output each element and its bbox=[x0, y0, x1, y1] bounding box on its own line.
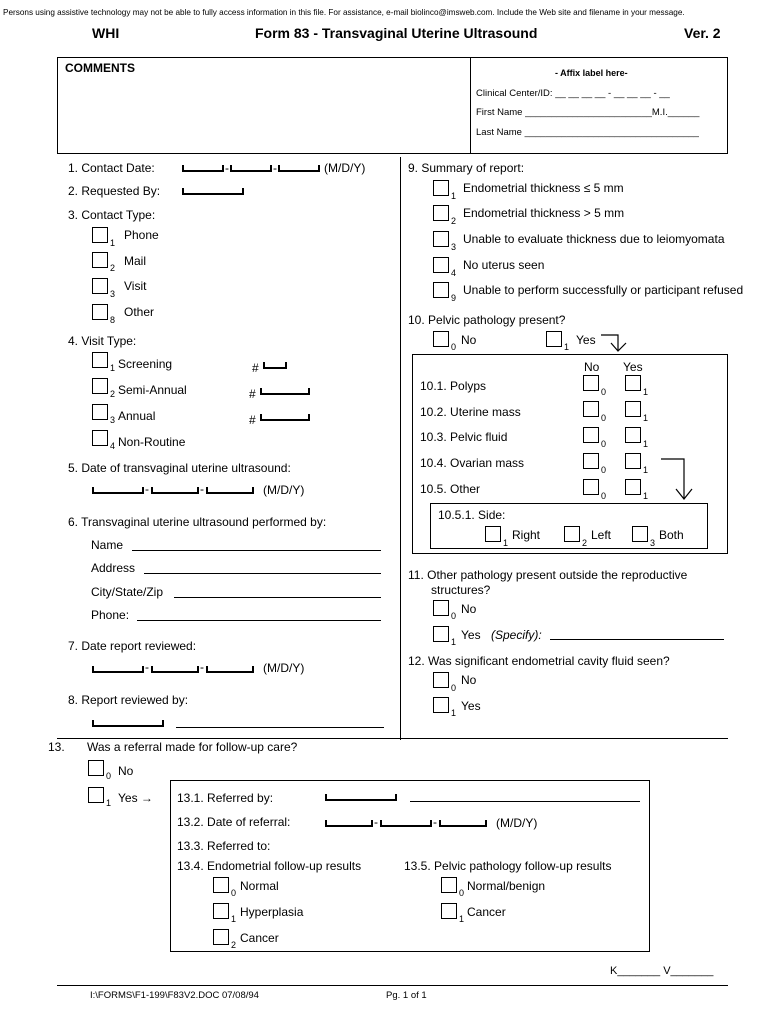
side-right-label: Right bbox=[512, 528, 541, 542]
q3-visit-label: Visit bbox=[124, 279, 147, 293]
q9-opt4-label: No uterus seen bbox=[463, 258, 545, 272]
q13-4-normal-label: Normal bbox=[240, 879, 279, 893]
q10-col-yes: Yes bbox=[623, 360, 643, 374]
q10-4-label: 10.4. Ovarian mass bbox=[420, 456, 525, 470]
q10-no-label: No bbox=[461, 333, 477, 347]
q4-screening-checkbox[interactable] bbox=[92, 352, 108, 368]
q11-label: 11. Other pathology present outside the reproductive bbox=[408, 568, 688, 582]
q13-2-label: 13.2. Date of referral: bbox=[177, 815, 291, 829]
q10-1-yes-checkbox[interactable] bbox=[625, 375, 641, 391]
q10-5-label: 10.5. Other bbox=[420, 482, 481, 496]
q9-opt9-checkbox[interactable] bbox=[433, 282, 449, 298]
q1-month-box[interactable] bbox=[182, 165, 224, 172]
q10-yes-checkbox[interactable] bbox=[546, 331, 562, 347]
file-path: I:\FORMS\F1-199\F83V2.DOC 07/08/94 bbox=[90, 990, 259, 1001]
q3-mail-label: Mail bbox=[124, 254, 147, 268]
q8-label: 8. Report reviewed by: bbox=[68, 693, 189, 707]
q3-mail-checkbox[interactable] bbox=[92, 252, 108, 268]
q5-year-box[interactable] bbox=[206, 487, 254, 494]
q7-day-box[interactable] bbox=[151, 666, 199, 673]
q5-format: (M/D/Y) bbox=[263, 483, 305, 497]
q11-specify-label: (Specify): bbox=[491, 628, 542, 642]
q6-address-input[interactable] bbox=[144, 573, 381, 574]
clinical-center-field[interactable]: Clinical Center/ID: __ __ __ __ - __ __ __ - __ bbox=[476, 88, 670, 99]
q11-specify-input[interactable] bbox=[550, 639, 724, 640]
q13-1-id-box[interactable] bbox=[325, 794, 397, 801]
q13-2-day-box[interactable] bbox=[380, 820, 432, 827]
q3-other-label: Other bbox=[124, 305, 155, 319]
q9-opt1-label: Endometrial thickness ≤ 5 mm bbox=[463, 181, 624, 195]
q6-phone-input[interactable] bbox=[137, 620, 381, 621]
q4-semiannual-checkbox[interactable] bbox=[92, 378, 108, 394]
page-title: Form 83 - Transvaginal Uterine Ultrasound bbox=[255, 25, 538, 41]
column-divider bbox=[400, 157, 401, 740]
q4-label: 4. Visit Type: bbox=[68, 334, 137, 348]
q13-4-label: 13.4. Endometrial follow-up results bbox=[177, 859, 362, 873]
q9-label: 9. Summary of report: bbox=[408, 161, 525, 175]
q13-yes-checkbox[interactable] bbox=[88, 787, 104, 803]
q12-yes-label: Yes bbox=[461, 699, 481, 713]
q13-5-cancer-label: Cancer bbox=[467, 905, 506, 919]
q6-address-label: Address bbox=[91, 561, 136, 575]
last-name-field[interactable]: Last Name _________________________________ bbox=[476, 127, 699, 138]
q6-name-input[interactable] bbox=[132, 550, 381, 551]
q4-annual-box[interactable] bbox=[260, 414, 310, 421]
q2-id-box[interactable] bbox=[182, 188, 244, 195]
q10-5-arrow-icon bbox=[660, 456, 696, 504]
q4-semiannual-label: Semi-Annual bbox=[118, 383, 187, 397]
version-label: Ver. 2 bbox=[684, 25, 721, 41]
q13-4-hyperplasia-checkbox[interactable] bbox=[213, 903, 229, 919]
q9-opt3-label: Unable to evaluate thickness due to leiomyomata bbox=[463, 232, 725, 246]
q10-4-no-checkbox[interactable] bbox=[583, 453, 599, 469]
q9-opt1-checkbox[interactable] bbox=[433, 180, 449, 196]
q13-4-normal-checkbox[interactable] bbox=[213, 877, 229, 893]
q10-2-yes-checkbox[interactable] bbox=[625, 401, 641, 417]
q3-visit-checkbox[interactable] bbox=[92, 278, 108, 294]
side-both-checkbox[interactable] bbox=[632, 526, 648, 542]
q10-no-checkbox[interactable] bbox=[433, 331, 449, 347]
q7-label: 7. Date report reviewed: bbox=[68, 639, 197, 653]
q5-month-box[interactable] bbox=[92, 487, 144, 494]
q13-2-year-box[interactable] bbox=[439, 820, 487, 827]
q13-5-cancer-checkbox[interactable] bbox=[441, 903, 457, 919]
q10-4-yes-checkbox[interactable] bbox=[625, 453, 641, 469]
q4-screening-box[interactable] bbox=[263, 362, 287, 369]
affix-label: - Affix label here- bbox=[555, 68, 628, 78]
q13-3-label: 13.3. Referred to: bbox=[177, 839, 271, 853]
q3-other-checkbox[interactable] bbox=[92, 304, 108, 320]
q1-day-box[interactable] bbox=[230, 165, 272, 172]
footer-rule bbox=[57, 985, 728, 986]
q8-id-box[interactable] bbox=[92, 720, 164, 727]
q10-col-no: No bbox=[584, 360, 600, 374]
q1-label: 1. Contact Date: bbox=[68, 161, 155, 175]
q10-1-label: 10.1. Polyps bbox=[420, 379, 487, 393]
q5-day-box[interactable] bbox=[151, 487, 199, 494]
q4-annual-checkbox[interactable] bbox=[92, 404, 108, 420]
q4-semiannual-box[interactable] bbox=[260, 388, 310, 395]
q3-phone-label: Phone bbox=[124, 228, 159, 242]
q10-1-no-checkbox[interactable] bbox=[583, 375, 599, 391]
q7-format: (M/D/Y) bbox=[263, 661, 305, 675]
q1-format: (M/D/Y) bbox=[324, 161, 366, 175]
q9-opt9-label: Unable to perform successfully or participant refused bbox=[463, 283, 744, 297]
q13-4-cancer-label: Cancer bbox=[240, 931, 279, 945]
q11-no-checkbox[interactable] bbox=[433, 600, 449, 616]
q10-arrow-icon bbox=[600, 332, 636, 356]
q4-screening-label: Screening bbox=[118, 357, 173, 371]
q12-label: 12. Was significant endometrial cavity fluid seen? bbox=[408, 654, 670, 668]
q10-3-label: 10.3. Pelvic fluid bbox=[420, 430, 508, 444]
q3-label: 3. Contact Type: bbox=[68, 208, 156, 222]
q11-label2: structures? bbox=[431, 583, 491, 597]
q11-yes-checkbox[interactable] bbox=[433, 626, 449, 642]
org-label: WHI bbox=[92, 25, 120, 41]
q9-opt2-checkbox[interactable] bbox=[433, 205, 449, 221]
q6-name-label: Name bbox=[91, 538, 124, 552]
q13-1-name-input[interactable] bbox=[410, 801, 640, 802]
q7-month-box[interactable] bbox=[92, 666, 144, 673]
q10-yes-label: Yes bbox=[576, 333, 596, 347]
comments-label: COMMENTS bbox=[65, 61, 135, 75]
q13-5-normal-label: Normal/benign bbox=[467, 879, 546, 893]
q10-5-yes-checkbox[interactable] bbox=[625, 479, 641, 495]
q10-3-no-checkbox[interactable] bbox=[583, 427, 599, 443]
section-divider bbox=[57, 738, 728, 739]
q11-no-label: No bbox=[461, 602, 477, 616]
q8-name-input[interactable] bbox=[176, 727, 384, 728]
q10-2-no-checkbox[interactable] bbox=[583, 401, 599, 417]
q6-city-label: City/State/Zip bbox=[91, 585, 164, 599]
q11-yes-label: Yes bbox=[461, 628, 481, 642]
q13-5-label: 13.5. Pelvic pathology follow-up results bbox=[404, 859, 612, 873]
q6-city-input[interactable] bbox=[174, 597, 381, 598]
q13-yes-label: Yes → bbox=[118, 791, 153, 805]
side-both-label: Both bbox=[659, 528, 684, 542]
q12-no-checkbox[interactable] bbox=[433, 672, 449, 688]
q5-label: 5. Date of transvaginal uterine ultrasound: bbox=[68, 461, 291, 475]
q13-4-hyperplasia-label: Hyperplasia bbox=[240, 905, 304, 919]
q13-no-checkbox[interactable] bbox=[88, 760, 104, 776]
q12-yes-checkbox[interactable] bbox=[433, 697, 449, 713]
q13-4-cancer-checkbox[interactable] bbox=[213, 929, 229, 945]
q7-year-box[interactable] bbox=[206, 666, 254, 673]
q13-2-format: (M/D/Y) bbox=[496, 816, 538, 830]
q9-opt3-checkbox[interactable] bbox=[433, 231, 449, 247]
q12-no-label: No bbox=[461, 673, 477, 687]
q10-5-no-checkbox[interactable] bbox=[583, 479, 599, 495]
q13-label: Was a referral made for follow-up care? bbox=[87, 740, 298, 754]
side-right-checkbox[interactable] bbox=[485, 526, 501, 542]
q4-nonroutine-checkbox[interactable] bbox=[92, 430, 108, 446]
q13-5-normal-checkbox[interactable] bbox=[441, 877, 457, 893]
q1-year-box[interactable] bbox=[278, 165, 320, 172]
q2-label: 2. Requested By: bbox=[68, 184, 161, 198]
q13-1-label: 13.1. Referred by: bbox=[177, 791, 274, 805]
q6-label: 6. Transvaginal uterine ultrasound performed by: bbox=[68, 515, 327, 529]
q6-phone-label: Phone: bbox=[91, 608, 130, 622]
accessibility-notice: Persons using assistive technology may not be able to fully access information in this file. For assistance, e-mail biolinco@imsweb.com. Include the Web site and filename in your message. bbox=[3, 8, 685, 17]
q4-nonroutine-label: Non-Routine bbox=[118, 435, 186, 449]
side-label: 10.5.1. Side: bbox=[438, 508, 506, 522]
q10-label: 10. Pelvic pathology present? bbox=[408, 313, 566, 327]
q4-annual-label: Annual bbox=[118, 409, 156, 423]
comments-divider bbox=[470, 57, 471, 154]
q13-num: 13. bbox=[48, 740, 65, 754]
page-number: Pg. 1 of 1 bbox=[386, 990, 427, 1001]
q10-3-yes-checkbox[interactable] bbox=[625, 427, 641, 443]
q13-no-label: No bbox=[118, 764, 134, 778]
q9-opt2-label: Endometrial thickness > 5 mm bbox=[463, 206, 625, 220]
kv-field[interactable]: K_______ V_______ bbox=[610, 965, 714, 977]
q3-phone-checkbox[interactable] bbox=[92, 227, 108, 243]
first-name-field[interactable]: First Name ________________________M.I.______ bbox=[476, 107, 700, 118]
side-left-label: Left bbox=[591, 528, 612, 542]
q10-2-label: 10.2. Uterine mass bbox=[420, 405, 521, 419]
side-left-checkbox[interactable] bbox=[564, 526, 580, 542]
q9-opt4-checkbox[interactable] bbox=[433, 257, 449, 273]
q13-2-month-box[interactable] bbox=[325, 820, 373, 827]
